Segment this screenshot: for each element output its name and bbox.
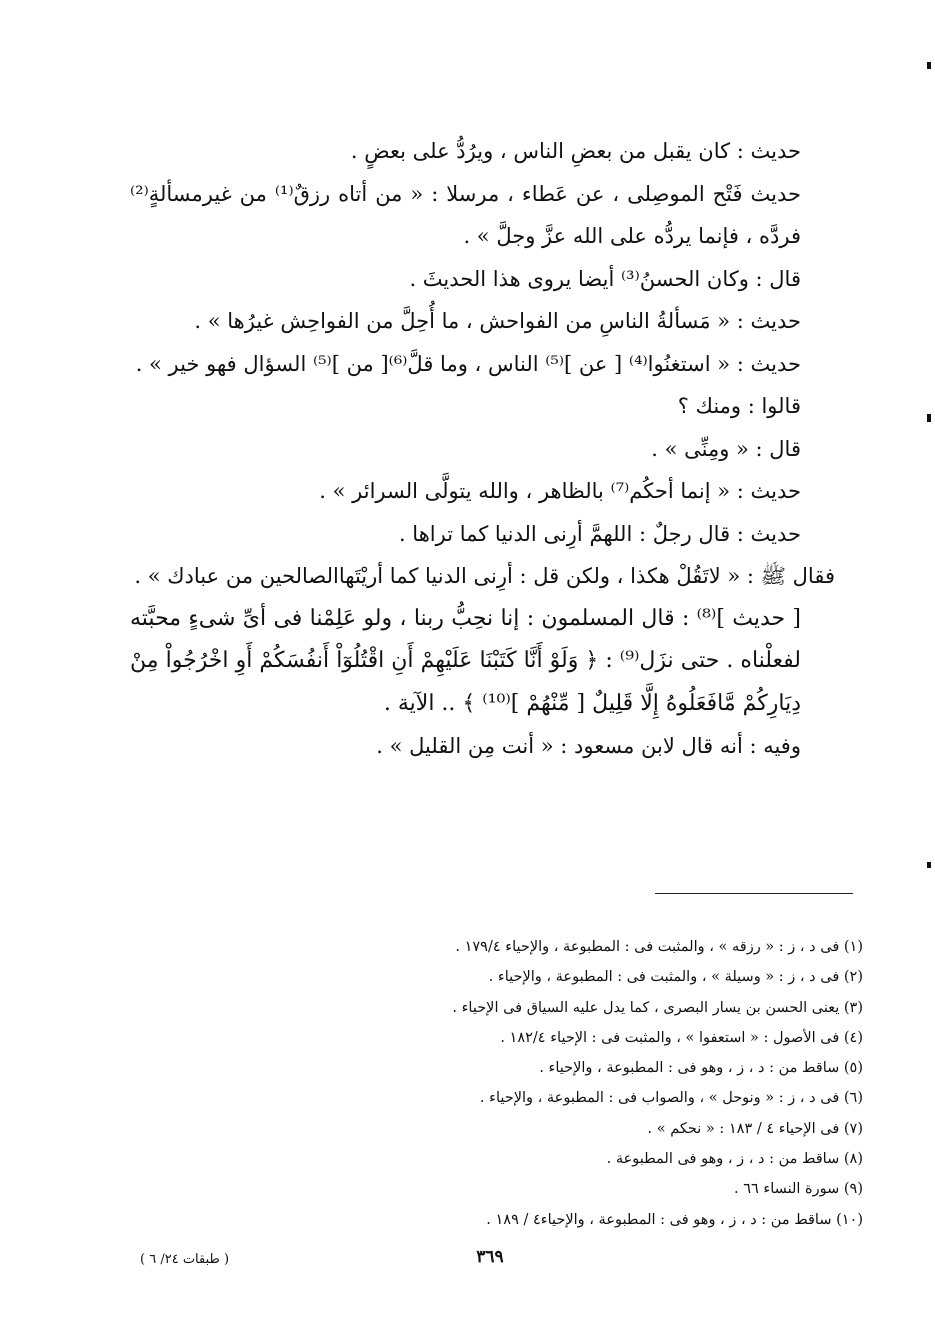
footnote-2: (٢) فى د ، ز : « وسيلة » ، والمثبت فى : المطبوعة ، والإحياء . — [488, 969, 863, 986]
footnote-separator — [655, 893, 853, 894]
footnote-9: (٩) سورة النساء ٦٦ . — [734, 1181, 863, 1198]
paragraph-qala-hasan: قال : وكان الحسنُ⁽³⁾ أيضا يروى هذا الحديثَ . — [409, 266, 801, 291]
page-number: ٣٦٩ — [476, 1247, 504, 1267]
paragraph-hadith-1: حديث : كان يقبل من بعضِ الناس ، ويرُدُّ على بعضٍ . — [350, 139, 801, 163]
scan-edge-mark-bottom — [927, 862, 931, 868]
paragraph-hadith-3: حديث : « مَسألةُ الناسِ من الفواحش ، ما أُحِلَّ من الفواحِش غيرُها » . — [194, 309, 801, 333]
footnote-7: (٧) فى الإحياء ٤ / ١٨٣ : « نحكم » . — [647, 1120, 863, 1137]
paragraph-hadith-6: حديث : قال رجلٌ : اللهمَّ أرِنى الدنيا كما تراها . — [398, 521, 801, 546]
footnote-8: (٨) ساقط من : د ، ز ، وهو فى المطبوعة . — [606, 1151, 863, 1168]
paragraph-qalu: قالوا : ومنك ؟ — [677, 394, 801, 418]
paragraph-qala: قال : « ومِنِّى » . — [651, 436, 801, 461]
paragraph-faqala: فقال ﷺ : « لاتَقُلْ هكذا ، ولكن قل : أرِنى الدنيا كما أريْتَهاالصالحين من عبادك » . — [134, 564, 835, 588]
paragraph-wafihi: وفيه : أنه قال لابن مسعود : « أنت مِن القليل » . — [376, 734, 801, 758]
paragraph-hadith-2: حديث فَتْح الموصِلى ، عن عَطاء ، مرسلا : « من أتاه رزقٌ⁽¹⁾ من غيرمسألةٍ⁽²⁾ فردَّه ، فإنما يردُّه على الله عزَّ وجلَّ » . — [130, 181, 801, 248]
scan-edge-mark-top — [927, 62, 931, 69]
footnote-5: (٥) ساقط من : د ، ز ، وهو فى : المطبوعة ، والإحياء . — [539, 1060, 863, 1077]
scan-edge-mark-middle — [927, 414, 931, 422]
printer-signature: ( طبقات ٢٤/ ٦ ) — [140, 1252, 230, 1267]
paragraph-hadith-4: حديث : « استغنُوا⁽⁴⁾ [ عن ]⁽⁵⁾ الناس ، وما قلَّ⁽⁶⁾[ من ]⁽⁵⁾ السؤال فهو خير » . — [135, 351, 801, 376]
paragraph-hadith-5: حديث : « إنما أحكُم⁽⁷⁾ بالظاهر ، والله يتولَّى السرائر » . — [319, 479, 801, 503]
main-text-body — [130, 130, 835, 768]
footnote-3: (٣) يعنى الحسن بن يسار البصرى ، كما يدل عليه السياق فى الإحياء . — [452, 999, 863, 1016]
footnotes — [340, 932, 863, 1235]
footnote-1: (١) فى د ، ز : « رزقه » ، والمثبت فى : المطبوعة ، والإحياء ١٧٩/٤ . — [455, 939, 863, 955]
paragraph-hadith-7: [ حديث ]⁽⁸⁾ : قال المسلمون : إنا نحِبُّ ربنا ، ولو عَلِمْنا فى أىِّ شىءٍ محبَّته لفعلْناه . حتى نزَل⁽⁹⁾ : ﴿ وَلَوْ أَنَّا كَتَبْنَا عَلَيْهِمْ أَنِ اقْتُلُوٓاْ أَنفُسَكُمْ أَوِ اخْرُجُواْ مِنْ دِيَارِكُمْ مَّافَعَلُوهُ إِلَّا قَلِيلٌ [ مِّنْهُمْ ]⁽¹⁰⁾ ﴾ .. الآية . — [130, 605, 802, 716]
footnote-4: (٤) فى الأصول : « استعفوا » ، والمثبت فى : الإحياء ١٨٢/٤ . — [500, 1029, 863, 1046]
footnote-6: (٦) فى د ، ز : « ونوحل » ، والصواب فى : المطبوعة ، والإحياء . — [479, 1090, 863, 1107]
footnote-10: (١٠) ساقط من : د ، ز ، وهو فى : المطبوعة ، والإحياء٤ / ١٨٩ . — [486, 1211, 863, 1228]
